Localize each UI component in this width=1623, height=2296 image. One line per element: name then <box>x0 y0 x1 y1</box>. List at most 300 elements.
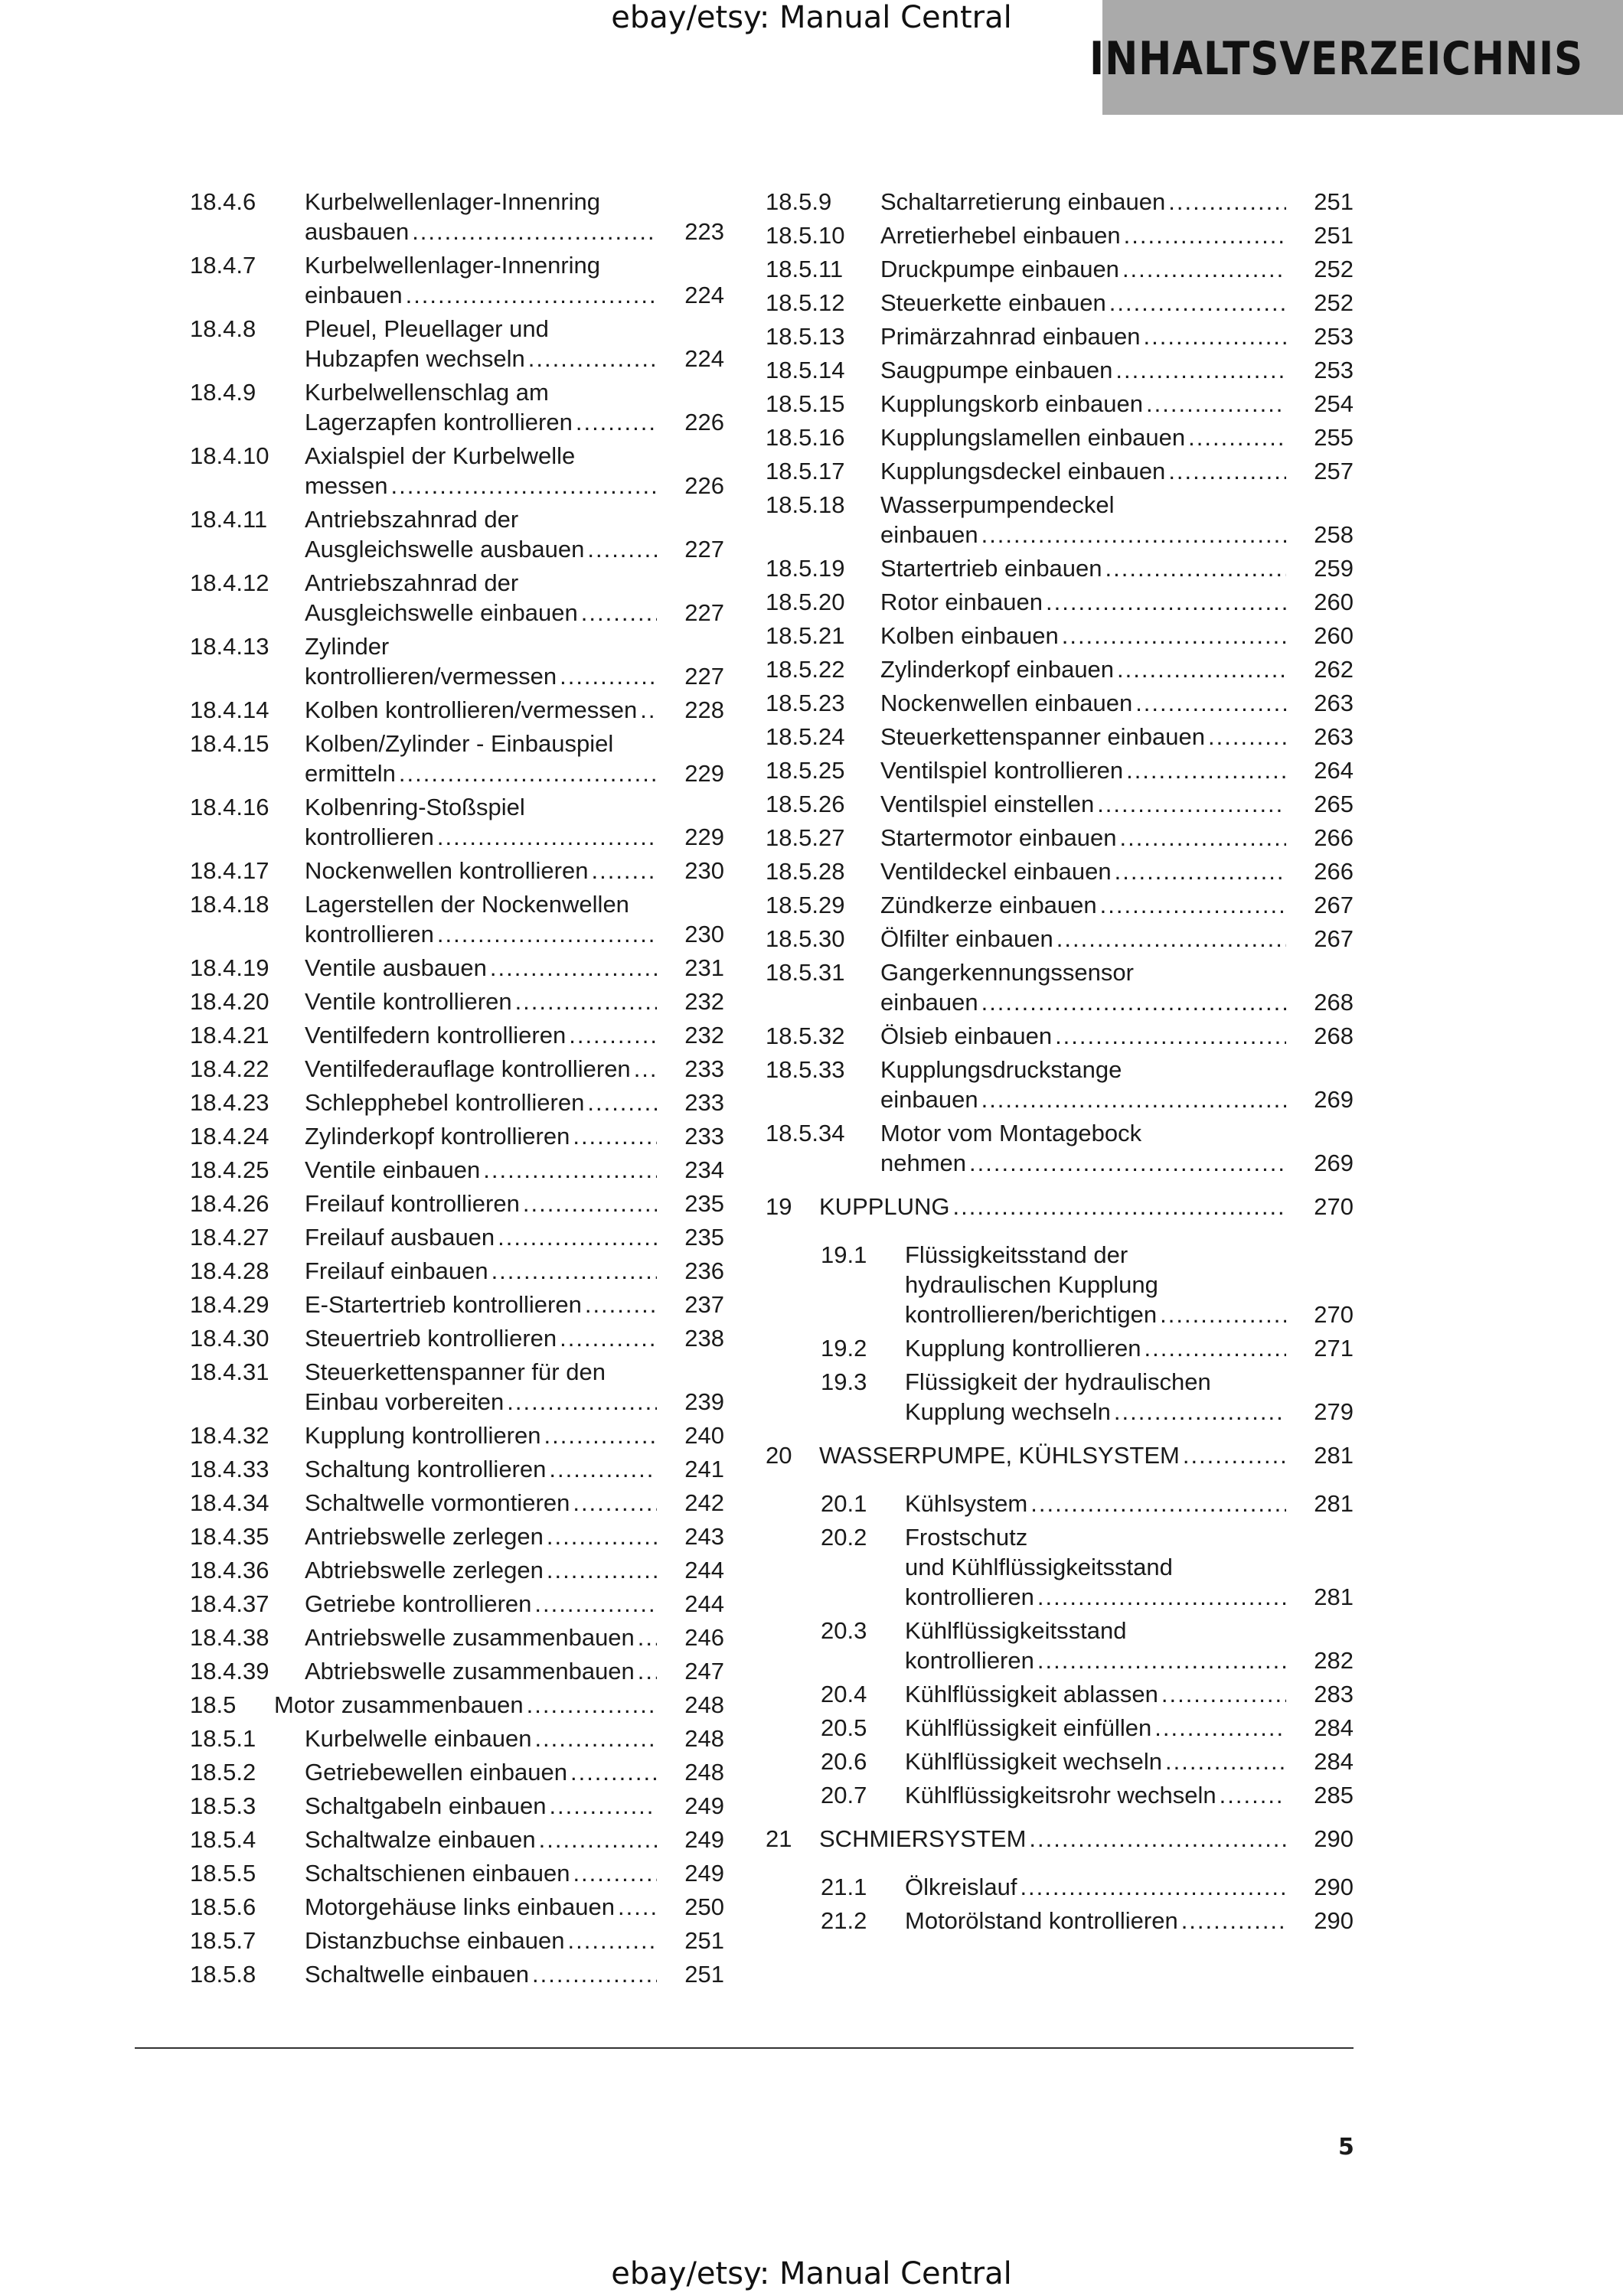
toc-entry[interactable] <box>766 490 1354 550</box>
toc-page-number: 244 <box>684 1557 724 1583</box>
toc-entry-title: Kupplungsdeckel einbauen <box>880 458 1166 484</box>
toc-entry[interactable] <box>190 1323 724 1353</box>
toc-leader-dots <box>1145 1333 1287 1363</box>
toc-leader-dots <box>1115 355 1286 385</box>
toc-entry[interactable] <box>190 1222 724 1252</box>
toc-entry-number: 18.5.11 <box>766 256 844 282</box>
toc-entry[interactable] <box>190 314 724 373</box>
toc-entry[interactable] <box>190 889 724 949</box>
toc-page-number: 263 <box>1314 723 1354 750</box>
watermark-bottom: ebay/etsy: Manual Central <box>611 2256 1012 2291</box>
toc-entry-number: 20.5 <box>821 1714 867 1741</box>
toc-entry[interactable] <box>766 688 1354 718</box>
toc-entry-number: 18.5.28 <box>766 858 845 885</box>
toc-leader-dots <box>638 1623 657 1652</box>
toc-entry-title: Zylinderkopf kontrollieren <box>305 1123 570 1150</box>
toc-entry-number: 18.4.25 <box>190 1156 269 1183</box>
toc-leader-dots <box>1020 1872 1286 1902</box>
toc-page-number: 266 <box>1314 858 1354 885</box>
toc-entry-title: Hubzapfen wechseln <box>305 345 525 372</box>
toc-entry[interactable] <box>766 1679 1354 1709</box>
toc-entry-number: 18.5.15 <box>766 390 845 417</box>
toc-leader-dots <box>391 471 657 501</box>
toc-entry-title: Kupplung wechseln <box>905 1398 1111 1425</box>
toc-page-number: 251 <box>1314 222 1354 249</box>
toc-entry[interactable] <box>190 1724 724 1753</box>
toc-page-number: 251 <box>1314 188 1354 215</box>
toc-entry[interactable] <box>190 1454 724 1484</box>
toc-entry[interactable] <box>190 856 724 885</box>
toc-entry-title: Schaltarretierung einbauen <box>880 188 1166 215</box>
toc-entry[interactable] <box>190 631 724 691</box>
toc-leader-dots <box>1105 553 1286 583</box>
toc-entry[interactable] <box>190 1488 724 1518</box>
toc-entry[interactable] <box>766 1746 1354 1776</box>
toc-entry-number: 20.7 <box>821 1782 867 1808</box>
toc-entry[interactable] <box>190 1054 724 1084</box>
toc-entry-number: 18.5.30 <box>766 925 845 952</box>
toc-entry[interactable] <box>190 695 724 725</box>
toc-page-number: 271 <box>1314 1335 1354 1362</box>
toc-leader-dots <box>568 1926 657 1955</box>
toc-entry[interactable] <box>766 654 1354 684</box>
toc-entry[interactable] <box>190 1189 724 1218</box>
toc-entry-title: Kupplungslamellen einbauen <box>880 424 1186 451</box>
toc-entry-number: 18.5.12 <box>766 289 845 316</box>
toc-entry-title: einbauen <box>880 1086 978 1113</box>
toc-entry[interactable] <box>766 389 1354 419</box>
toc-chapter-entry[interactable] <box>766 1440 1354 1470</box>
toc-leader-dots <box>573 1121 657 1151</box>
toc-entry-title: Kurbelwelle einbauen <box>305 1725 532 1752</box>
toc-entry-number: 18.5.14 <box>766 357 845 383</box>
toc-entry[interactable] <box>190 250 724 310</box>
toc-chapter-entry[interactable] <box>766 1192 1354 1221</box>
toc-page-number: 239 <box>684 1388 724 1415</box>
toc-entry-title: Steuerkettenspanner einbauen <box>880 723 1205 750</box>
toc-entry-title: KUPPLUNG <box>819 1193 950 1220</box>
toc-page-number: 244 <box>684 1590 724 1617</box>
toc-entry[interactable] <box>766 1367 1354 1427</box>
toc-entry-title: ausbauen <box>305 218 410 245</box>
toc-entry[interactable] <box>766 1021 1354 1051</box>
toc-entry[interactable] <box>766 553 1354 583</box>
toc-page-number: 236 <box>684 1257 724 1284</box>
toc-entry-number: 18.4.20 <box>190 988 269 1015</box>
toc-entry-title: nehmen <box>880 1150 967 1176</box>
toc-page-number: 250 <box>684 1893 724 1920</box>
toc-entry-title: Primärzahnrad einbauen <box>880 323 1141 350</box>
toc-entry-number: 18.4.39 <box>190 1658 269 1684</box>
toc-entry[interactable] <box>190 1892 724 1922</box>
toc-entry[interactable] <box>766 924 1354 954</box>
toc-page-number: 263 <box>1314 690 1354 716</box>
toc-entry-number: 20.2 <box>821 1524 867 1551</box>
toc-entry-number: 21.1 <box>821 1874 867 1900</box>
toc-page-number: 269 <box>1314 1086 1354 1113</box>
toc-entry-title: Kolben kontrollieren/vermessen <box>305 696 638 723</box>
toc-entry-number: 18.5.29 <box>766 892 845 918</box>
toc-chapter-entry[interactable] <box>766 1824 1354 1854</box>
toc-entry-number: 18.4.28 <box>190 1257 269 1284</box>
toc-entry[interactable] <box>190 377 724 437</box>
toc-page-number: 226 <box>684 409 724 435</box>
toc-entry-title: kontrollieren <box>905 1647 1034 1674</box>
toc-entry-title: Kurbelwellenlager-Innenring <box>305 252 601 279</box>
toc-page-number: 248 <box>684 1759 724 1786</box>
toc-entry[interactable] <box>190 1357 724 1417</box>
toc-entry-title: Getriebewellen einbauen <box>305 1759 567 1786</box>
toc-entry-number: 18.5.31 <box>766 959 845 986</box>
toc-entry-number: 18.4.14 <box>190 696 269 723</box>
toc-entry[interactable] <box>190 1623 724 1652</box>
toc-entry-title: Kühlflüssigkeit wechseln <box>905 1748 1163 1775</box>
toc-entry-number: 18.4.11 <box>190 506 268 533</box>
toc-entry-number: 18.5.25 <box>766 757 845 784</box>
toc-leader-dots <box>437 822 657 852</box>
toc-page-number: 229 <box>684 823 724 850</box>
toc-entry-title: Kolben/Zylinder - Einbauspiel <box>305 730 614 757</box>
toc-leader-dots <box>1220 1780 1286 1810</box>
toc-entry-number: 18.4.37 <box>190 1590 269 1617</box>
toc-entry-number: 18.5.17 <box>766 458 845 484</box>
toc-entry-number: 18.5.22 <box>766 656 845 683</box>
toc-leader-dots <box>638 1656 657 1686</box>
toc-entry[interactable] <box>766 1906 1354 1936</box>
toc-entry-title: Motorgehäuse links einbauen <box>305 1893 615 1920</box>
toc-page-number: 267 <box>1314 925 1354 952</box>
toc-page-number: 270 <box>1314 1193 1354 1220</box>
toc-entry-title: Steuerkette einbauen <box>880 289 1106 316</box>
toc-leader-dots <box>1114 1397 1286 1427</box>
toc-entry[interactable] <box>190 1420 724 1450</box>
toc-entry[interactable] <box>190 1020 724 1050</box>
toc-entry[interactable] <box>766 587 1354 617</box>
toc-page-number: 282 <box>1314 1647 1354 1674</box>
toc-entry-number: 18.4.12 <box>190 569 269 596</box>
toc-leader-dots <box>406 280 657 310</box>
toc-entry-title: kontrollieren <box>905 1583 1034 1610</box>
toc-page-number: 243 <box>684 1523 724 1550</box>
toc-leader-dots <box>1037 1645 1286 1675</box>
toc-entry-title: Ausgleichswelle ausbauen <box>305 536 585 563</box>
toc-entry[interactable] <box>766 1333 1354 1363</box>
toc-entry[interactable] <box>190 792 724 852</box>
toc-entry[interactable] <box>766 456 1354 486</box>
toc-entry-title: Wasserpumpendeckel <box>880 491 1115 518</box>
toc-entry-title: Ventilspiel einstellen <box>880 791 1095 817</box>
toc-entry-number: 20.3 <box>821 1617 867 1644</box>
toc-leader-dots <box>1109 288 1286 318</box>
toc-entry-title: und Kühlflüssigkeitsstand <box>905 1554 1173 1580</box>
toc-page-number: 233 <box>684 1055 724 1082</box>
toc-entry-title: Freilauf einbauen <box>305 1257 488 1284</box>
toc-leader-dots <box>515 987 657 1016</box>
toc-entry[interactable] <box>766 789 1354 819</box>
toc-entry-number: 19 <box>766 1193 792 1220</box>
toc-leader-dots <box>1100 890 1286 920</box>
toc-leader-dots <box>1146 389 1286 419</box>
toc-entry-number: 18.5.21 <box>766 622 845 649</box>
toc-entry[interactable] <box>766 1522 1354 1612</box>
toc-entry-title: Rotor einbauen <box>880 589 1043 615</box>
toc-entry[interactable] <box>766 288 1354 318</box>
toc-entry-number: 18.4.22 <box>190 1055 269 1082</box>
toc-entry[interactable] <box>766 621 1354 651</box>
toc-entry-title: Schlepphebel kontrollieren <box>305 1089 585 1116</box>
toc-entry-title: Ventile einbauen <box>305 1156 481 1183</box>
toc-entry-number: 21 <box>766 1825 792 1852</box>
toc-entry-number: 18.4.36 <box>190 1557 269 1583</box>
toc-entry[interactable] <box>766 220 1354 250</box>
toc-entry-title: messen <box>305 472 388 499</box>
toc-entry[interactable] <box>190 568 724 628</box>
toc-entry[interactable] <box>190 1656 724 1686</box>
toc-entry-number: 18.5.18 <box>766 491 845 518</box>
toc-leader-dots <box>591 856 657 885</box>
toc-entry[interactable] <box>190 953 724 983</box>
toc-entry-number: 18.4.24 <box>190 1123 269 1150</box>
toc-entry-title: Nockenwellen kontrollieren <box>305 857 589 884</box>
toc-leader-dots <box>570 1757 657 1787</box>
toc-entry[interactable] <box>190 504 724 564</box>
toc-leader-dots <box>1144 321 1287 351</box>
toc-entry[interactable] <box>766 856 1354 886</box>
toc-entry-title: kontrollieren/berichtigen <box>905 1301 1158 1328</box>
toc-entry-title: Getriebe kontrollieren <box>305 1590 532 1617</box>
toc-entry-number: 18.4.34 <box>190 1489 269 1516</box>
toc-entry-title: einbauen <box>880 989 978 1016</box>
toc-entry-title: Kupplung kontrollieren <box>905 1335 1141 1362</box>
toc-entry[interactable] <box>766 1872 1354 1902</box>
toc-entry[interactable] <box>766 1118 1354 1178</box>
toc-leader-dots <box>1181 1906 1286 1936</box>
toc-entry[interactable] <box>766 1489 1354 1518</box>
toc-entry-number: 20 <box>766 1442 792 1469</box>
toc-leader-dots <box>1126 755 1286 785</box>
toc-entry-title: Zylinderkopf einbauen <box>880 656 1115 683</box>
toc-leader-dots <box>1097 789 1286 819</box>
watermark-top: ebay/etsy: Manual Central <box>611 0 1012 35</box>
toc-leader-dots <box>587 1088 657 1117</box>
toc-page-number: 264 <box>1314 757 1354 784</box>
toc-entry[interactable] <box>766 1713 1354 1743</box>
toc-page-number: 232 <box>684 1022 724 1049</box>
toc-entry[interactable] <box>190 1555 724 1585</box>
toc-entry[interactable] <box>190 1521 724 1551</box>
toc-page-number: 281 <box>1314 1442 1354 1469</box>
toc-leader-dots <box>1117 654 1286 684</box>
toc-page-number: 227 <box>684 663 724 690</box>
toc-entry-number: 18.4.16 <box>190 794 269 820</box>
toc-entry[interactable] <box>766 890 1354 920</box>
toc-entry-number: 18.4.7 <box>190 252 256 279</box>
toc-entry[interactable] <box>190 1858 724 1888</box>
toc-leader-dots <box>534 1724 657 1753</box>
toc-entry[interactable] <box>190 1959 724 1989</box>
toc-entry[interactable] <box>766 254 1354 284</box>
toc-page-number: 269 <box>1314 1150 1354 1176</box>
toc-entry-number: 18.5.19 <box>766 555 845 582</box>
toc-entry-title: Zündkerze einbauen <box>880 892 1097 918</box>
toc-entry-number: 18.5.6 <box>190 1893 256 1920</box>
toc-entry[interactable] <box>766 957 1354 1017</box>
toc-entry-title: kontrollieren <box>305 823 434 850</box>
toc-leader-dots <box>1122 254 1286 284</box>
toc-entry[interactable] <box>190 1926 724 1955</box>
toc-page-number: 241 <box>684 1456 724 1482</box>
toc-entry[interactable] <box>766 422 1354 452</box>
toc-leader-dots <box>547 1521 657 1551</box>
toc-entry-title: Distanzbuchse einbauen <box>305 1927 565 1954</box>
toc-entry[interactable] <box>766 1780 1354 1810</box>
toc-entry[interactable] <box>766 1055 1354 1114</box>
toc-page-number: 267 <box>1314 892 1354 918</box>
toc-entry-number: 18.4.23 <box>190 1089 269 1116</box>
toc-page-number: 231 <box>684 954 724 981</box>
toc-page-number: 226 <box>684 472 724 499</box>
toc-leader-dots <box>981 1084 1286 1114</box>
toc-page-number: 223 <box>684 218 724 245</box>
toc-entry-number: 18.5.32 <box>766 1022 845 1049</box>
toc-entry-number: 18.5.24 <box>766 723 845 750</box>
toc-entry-title: Pleuel, Pleuellager und <box>305 315 549 342</box>
toc-entry-number: 18.4.10 <box>190 442 269 469</box>
toc-leader-dots <box>573 1858 657 1888</box>
toc-entry[interactable] <box>190 987 724 1016</box>
toc-page-number: 252 <box>1314 289 1354 316</box>
toc-entry-number: 20.4 <box>821 1681 867 1707</box>
toc-entry-title: Antriebswelle zerlegen <box>305 1523 544 1550</box>
toc-entry-title: Kühlflüssigkeit einfüllen <box>905 1714 1152 1741</box>
toc-page-number: 260 <box>1314 589 1354 615</box>
toc-entry-title: hydraulischen Kupplung <box>905 1271 1158 1298</box>
toc-entry[interactable] <box>766 355 1354 385</box>
toc-entry[interactable] <box>190 729 724 788</box>
toc-entry-number: 18.5.8 <box>190 1961 256 1988</box>
toc-leader-dots <box>1168 187 1286 217</box>
toc-entry-number: 18.4.29 <box>190 1291 269 1318</box>
toc-page-number: 237 <box>684 1291 724 1318</box>
toc-entry[interactable] <box>190 441 724 501</box>
toc-entry-number: 18.4.38 <box>190 1624 269 1651</box>
toc-entry[interactable] <box>766 187 1354 217</box>
toc-leader-dots <box>490 953 657 983</box>
toc-page-number: 227 <box>684 599 724 626</box>
toc-page-number: 248 <box>684 1691 724 1718</box>
toc-entry-title: kontrollieren <box>305 921 434 947</box>
toc-entry-number: 18.5.33 <box>766 1056 845 1083</box>
toc-entry-title: WASSERPUMPE, KÜHLSYSTEM <box>819 1442 1180 1469</box>
toc-leader-dots <box>1135 688 1286 718</box>
toc-page-number: 290 <box>1314 1907 1354 1934</box>
toc-leader-dots <box>507 1387 657 1417</box>
toc-page-number: 284 <box>1314 1748 1354 1775</box>
toc-page-number: 251 <box>684 1961 724 1988</box>
toc-page-number: 232 <box>684 988 724 1015</box>
toc-entry-number: 18.5.1 <box>190 1725 256 1752</box>
toc-entry-title: Ölfilter einbauen <box>880 925 1053 952</box>
toc-page-number: 227 <box>684 536 724 563</box>
toc-entry-number: 18.5.26 <box>766 791 845 817</box>
toc-entry[interactable] <box>766 1240 1354 1329</box>
toc-entry[interactable] <box>190 1757 724 1787</box>
toc-page-number: 265 <box>1314 791 1354 817</box>
toc-entry[interactable] <box>766 823 1354 853</box>
toc-leader-dots <box>528 344 657 373</box>
toc-leader-dots <box>1030 1489 1286 1518</box>
toc-leader-dots <box>412 217 657 246</box>
toc-leader-dots <box>585 1290 657 1319</box>
toc-entry[interactable] <box>190 1256 724 1286</box>
toc-page-number: 249 <box>684 1826 724 1853</box>
toc-entry-number: 18.4.21 <box>190 1022 269 1049</box>
toc-entry-title: kontrollieren/vermessen <box>305 663 557 690</box>
toc-entry-title: SCHMIERSYSTEM <box>819 1825 1027 1852</box>
toc-entry-title: Kolbenring-Stoßspiel <box>305 794 525 820</box>
toc-entry[interactable] <box>190 1690 724 1720</box>
toc-column-right <box>766 187 1354 1939</box>
toc-page-number: 247 <box>684 1658 724 1684</box>
toc-entry-title: Ventilfedern kontrollieren <box>305 1022 567 1049</box>
toc-leader-dots <box>549 1791 657 1821</box>
toc-entry-title: Freilauf kontrollieren <box>305 1190 520 1217</box>
toc-entry-title: Ausgleichswelle einbauen <box>305 599 578 626</box>
toc-entry[interactable] <box>766 755 1354 785</box>
toc-page-number: 253 <box>1314 323 1354 350</box>
toc-entry[interactable] <box>766 1616 1354 1675</box>
toc-leader-dots <box>1168 456 1286 486</box>
toc-entry[interactable] <box>190 1088 724 1117</box>
toc-entry-title: Ölkreislauf <box>905 1874 1017 1900</box>
toc-entry-number: 18.5.16 <box>766 424 845 451</box>
toc-entry-title: Ventilfederauflage kontrollieren <box>305 1055 631 1082</box>
toc-leader-dots <box>1183 1440 1286 1470</box>
toc-entry-title: Antriebszahnrad der <box>305 569 519 596</box>
toc-entry[interactable] <box>190 187 724 246</box>
toc-entry-title: Saugpumpe einbauen <box>880 357 1113 383</box>
toc-column-left <box>190 187 724 1993</box>
toc-leader-dots <box>1160 1300 1286 1329</box>
toc-entry-title: Kupplungskorb einbauen <box>880 390 1143 417</box>
toc-page-number: 248 <box>684 1725 724 1752</box>
toc-entry[interactable] <box>766 321 1354 351</box>
toc-leader-dots <box>1161 1679 1286 1709</box>
toc-entry-title: Kolben einbauen <box>880 622 1059 649</box>
toc-entry[interactable] <box>190 1825 724 1854</box>
toc-leader-dots <box>569 1020 657 1050</box>
toc-leader-dots <box>498 1222 657 1252</box>
toc-entry-number: 18.4.15 <box>190 730 269 757</box>
toc-entry[interactable] <box>766 722 1354 752</box>
toc-entry-title: einbauen <box>305 282 403 308</box>
toc-page-number: 279 <box>1314 1398 1354 1425</box>
toc-entry-number: 18.5.4 <box>190 1826 256 1853</box>
toc-leader-dots <box>576 407 657 437</box>
toc-leader-dots <box>587 534 657 564</box>
toc-entry[interactable] <box>190 1155 724 1185</box>
toc-entry-number: 18.4.6 <box>190 188 256 215</box>
toc-entry[interactable] <box>190 1589 724 1619</box>
toc-entry[interactable] <box>190 1121 724 1151</box>
toc-entry[interactable] <box>190 1791 724 1821</box>
toc-page-number: 229 <box>684 760 724 787</box>
toc-entry-title: Motor vom Montagebock <box>880 1120 1142 1146</box>
toc-entry[interactable] <box>190 1290 724 1319</box>
toc-page-number: 246 <box>684 1624 724 1651</box>
toc-entry-title: Schaltung kontrollieren <box>305 1456 547 1482</box>
toc-page-number: 224 <box>684 345 724 372</box>
